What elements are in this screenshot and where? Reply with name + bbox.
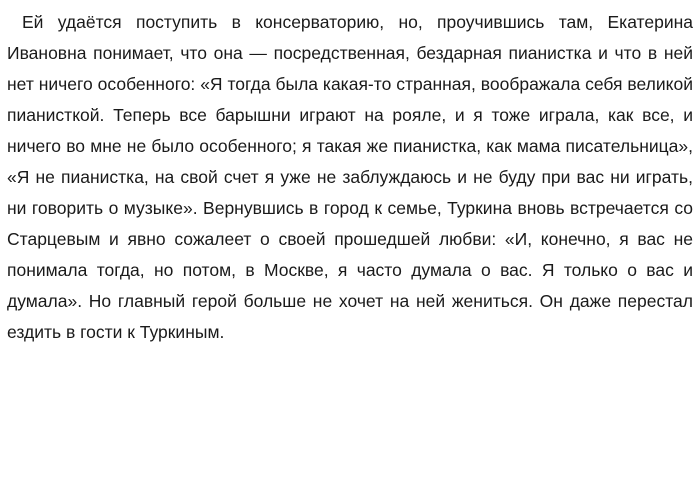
body-paragraph: Ей удаётся поступить в консерваторию, но, проучившись там, Екатерина Ивановна понимает, что она — посредственная, бездарная пианистка и что в ней нет ничего особенного: «Я тогда была какая-то странная, воображала себя великой пианисткой. Теперь все барышни играют на рояле, и я тоже играла, как все, и ничего во мне не было особенного; я такая же пианистка, как мама писательница», «Я не пианистка, на свой счет я уже не заблуждаюсь и не буду при вас ни играть, ни говорить о музыке». Вернувшись в город к семье, Туркина вновь встречается со Старцевым и явно сожалеет о своей прошедшей любви: «И, конечно, я вас не понимала тогда, но потом, в Москве, я часто думала о вас. Я только о вас и думала». Но главный герой больше не хочет на ней жениться. Он даже перестал ездить в гости к Туркиным. bbox=[7, 12, 693, 342]
document-page bbox=[7, 7, 693, 348]
